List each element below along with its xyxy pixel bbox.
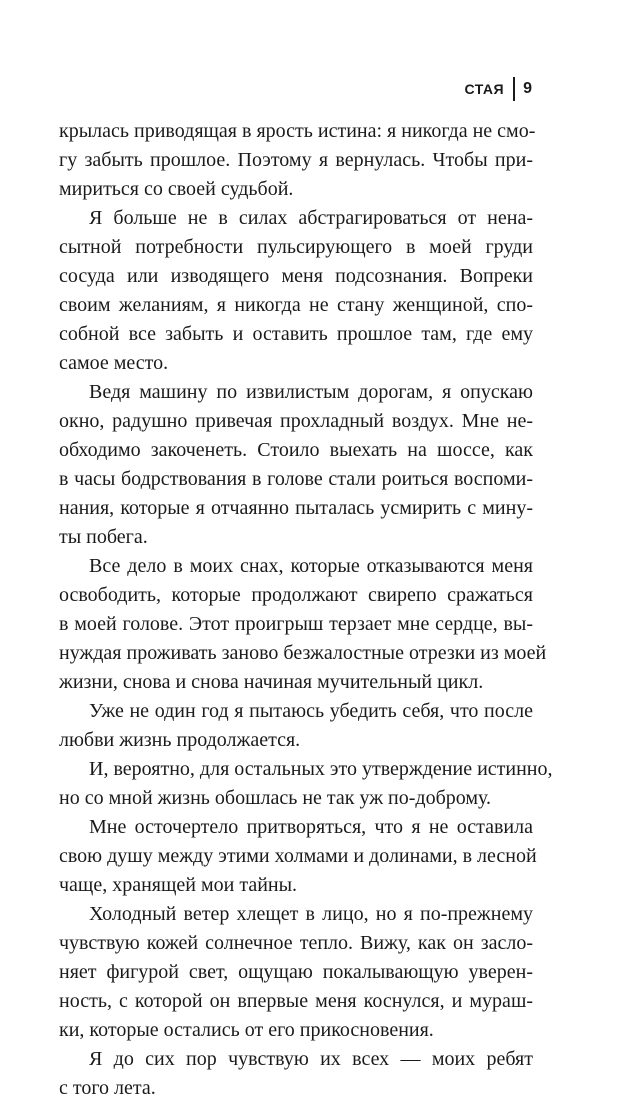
text-line: ность, с которой он впервые меня коснулся, и мураш- [59, 990, 533, 1012]
text-line: гу забыть прошлое. Поэтому я вернулась. Чтобы при- [59, 149, 533, 171]
text-line: любви жизнь продолжается. [59, 729, 301, 751]
text-line: Холодный ветер хлещет в лицо, но я по-прежнему [89, 903, 533, 925]
text-line: И, вероятно, для остальных это утверждение истинно, [89, 758, 553, 780]
text-line: сосуда или изводящего меня подсознания. Вопреки [59, 265, 533, 287]
text-line: собной все забыть и оставить прошлое там, где ему [59, 323, 533, 345]
text-line: нуждая проживать заново безжалостные отрезки из моей [59, 642, 547, 664]
paragraph [59, 378, 533, 552]
text-line: Уже не один год я пытаюсь убедить себя, что после [89, 700, 533, 722]
text-line: чувствую кожей солнечное тепло. Вижу, как он засло- [59, 932, 533, 954]
text-line: окно, радушно привечая прохладный воздух. Мне не- [59, 410, 533, 432]
text-line: сытной потребности пульсирующего в моей груди [59, 236, 533, 258]
text-line: мириться со своей судьбой. [59, 178, 294, 200]
paragraph [59, 755, 553, 813]
text-line: свою душу между этими холмами и долинами, в лесной [59, 845, 537, 867]
page-number: 9 [523, 80, 532, 97]
paragraph [59, 204, 533, 378]
text-line: нания, которые я отчаянно пыталась усмирить с мину- [59, 497, 533, 519]
paragraph [59, 1045, 533, 1103]
text-line: но со мной жизнь обошлась не так уж по-доброму. [59, 787, 492, 809]
text-line: освободить, которые продолжают свирепо сражаться [59, 584, 533, 606]
body-text [59, 117, 553, 1103]
text-line: Ведя машину по извилистым дорогам, я опускаю [89, 381, 533, 403]
text-line: няет фигурой свет, ощущаю покалывающую уверен- [59, 961, 533, 983]
text-line: крылась приводящая в ярость истина: я никогда не смо- [59, 120, 536, 142]
text-line: самое место. [59, 352, 169, 374]
text-line: в часы бодрствования в голове стали роиться воспоми- [59, 468, 533, 490]
text-line: чаще, хранящей мои тайны. [59, 874, 298, 896]
text-line: ты побега. [59, 526, 148, 548]
text-line: Мне осточертело притворяться, что я не оставила [89, 816, 533, 838]
paragraph [59, 697, 533, 755]
text-line: с того лета. [59, 1077, 156, 1099]
running-head-divider [513, 77, 515, 101]
text-line: обходимо закоченеть. Стоило выехать на шоссе, как [59, 439, 533, 461]
text-line: ки, которые остались от его прикосновения. [59, 1019, 434, 1041]
text-line: своим желаниям, я никогда не стану женщиной, спо- [59, 294, 533, 316]
paragraph [59, 900, 533, 1045]
text-line: Я больше не в силах абстрагироваться от нена- [89, 207, 533, 229]
running-head-title: СТАЯ [464, 81, 505, 97]
running-head [464, 76, 532, 102]
text-line: в моей голове. Этот проигрыш терзает мне сердце, вы- [59, 613, 533, 635]
text-line: Я до сих пор чувствую их всех — моих ребят [89, 1048, 533, 1070]
text-line: жизни, снова и снова начиная мучительный цикл. [59, 671, 484, 693]
paragraph [59, 813, 537, 900]
paragraph [59, 117, 536, 204]
text-line: Все дело в моих снах, которые отказываются меня [89, 555, 533, 577]
paragraph [59, 552, 547, 697]
